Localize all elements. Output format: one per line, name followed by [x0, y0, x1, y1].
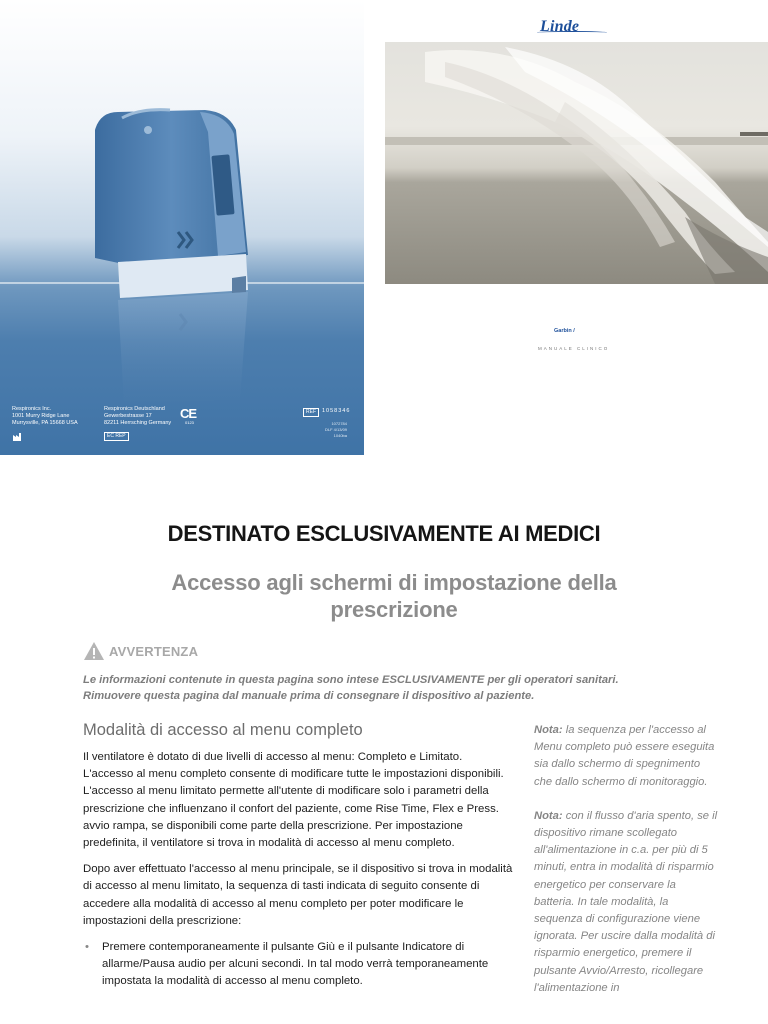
- flowing-fabric-illustration: [385, 42, 768, 284]
- page-title: DESTINATO ESCLUSIVAMENTE AI MEDICI: [167, 521, 601, 546]
- logo-swoosh: [537, 31, 607, 34]
- instruction-list: [83, 939, 515, 991]
- document-type: MANUALE CLINICO: [538, 346, 610, 351]
- fabric-photo: [385, 42, 768, 284]
- author-name: Garbin /: [554, 328, 575, 334]
- notes-column: [534, 722, 719, 1014]
- note-label: Nota:: [534, 809, 563, 822]
- note: [534, 722, 719, 791]
- eu-representative-address: Respironics Deutschland Gewerbestrasse 17 82211 Herrsching Germany: [104, 406, 172, 427]
- warning-heading: [83, 641, 198, 661]
- ventilator-device-illustration: [0, 0, 364, 455]
- ec-rep-label: EC REP: [104, 432, 129, 441]
- paragraph: Dopo aver effettuato l'accesso al menu principale, se il dispositivo si trova in modalità di accesso al menu limitato, la sequenza di tasti indicata di seguito consente di accedere alla modalità di accesso al menu completo per poter modificare le impostazioni della prescrizione:: [83, 863, 513, 927]
- main-text-column: [83, 749, 515, 991]
- page-subtitle: Accesso agli schermi di impostazione della prescrizione: [171, 570, 617, 622]
- section-heading: Modalità di accesso al menu completo: [83, 721, 363, 739]
- ce-mark: CE: [180, 406, 197, 421]
- linde-logo: [540, 18, 579, 36]
- ref-number: 1058346: [322, 408, 351, 414]
- ce-number: 0123: [185, 420, 194, 425]
- manufacturer-address: Respironics Inc. 1001 Murry Ridge Lane Murrysville, PA 15668 USA: [12, 406, 78, 427]
- logo-text: Linde: [540, 18, 580, 35]
- note-text: la sequenza per l'accesso al Menu completo può essere eseguita sia dallo schermo di spegnimento che dallo schermo di monitoraggio.: [534, 724, 715, 788]
- warning-triangle-icon: [83, 641, 105, 661]
- paragraph: Il ventilatore è dotato di due livelli di accesso al menu: Completo e Limitato. L'accesso al menu completo consente di modificare tutte le impostazioni disponibili. L'accesso al menu limitato permette all'utente di modificare solo i parametri della prescrizione che influenzano il confort del paziente, come Rise Time, Flex e Press. avvio rampa, se disponibili come parte della prescrizione. Per impostazione predefinita, il ventilatore si trova in modalità di accesso al menu completo.: [83, 751, 504, 850]
- list-item: • Premere contemporaneamente il pulsante Giù e il pulsante Indicatore di allarme/Pausa audio per alcuni secondi. In tal modo verrà temporaneamente impostata la modalità di accesso al menu completo.: [83, 939, 515, 991]
- warning-label: AVVERTENZA: [109, 643, 199, 659]
- note-label: Nota:: [534, 724, 563, 736]
- warning-text: Le informazioni contenute in questa pagina sono intese ESCLUSIVAMENTE per gli operatori sanitari. Rimuovere questa pagina dal manuale prima di consegnare il dispositivo al paziente.: [83, 674, 619, 702]
- note: [534, 808, 719, 997]
- note-text: con il flusso d'aria spento, se il dispositivo rimane scollegato all'alimentazione in c.a. per più di 5 minuti, entra in modalità di risparmio energetico per conservare la batteria. In tale modalità, la sequenza di configurazione viene ignorata. Per uscire dalla modalità di risparmio energetico, premere il pulsante Avvio/Arresto, ricollegare l'alimentazione in: [534, 809, 718, 994]
- device-cover-image: [0, 0, 364, 455]
- ref-label: REF: [303, 408, 319, 417]
- document-codes: 1072784 DLF 4/13/09 1040ba: [325, 421, 348, 438]
- manufacturer-icon: [13, 433, 23, 441]
